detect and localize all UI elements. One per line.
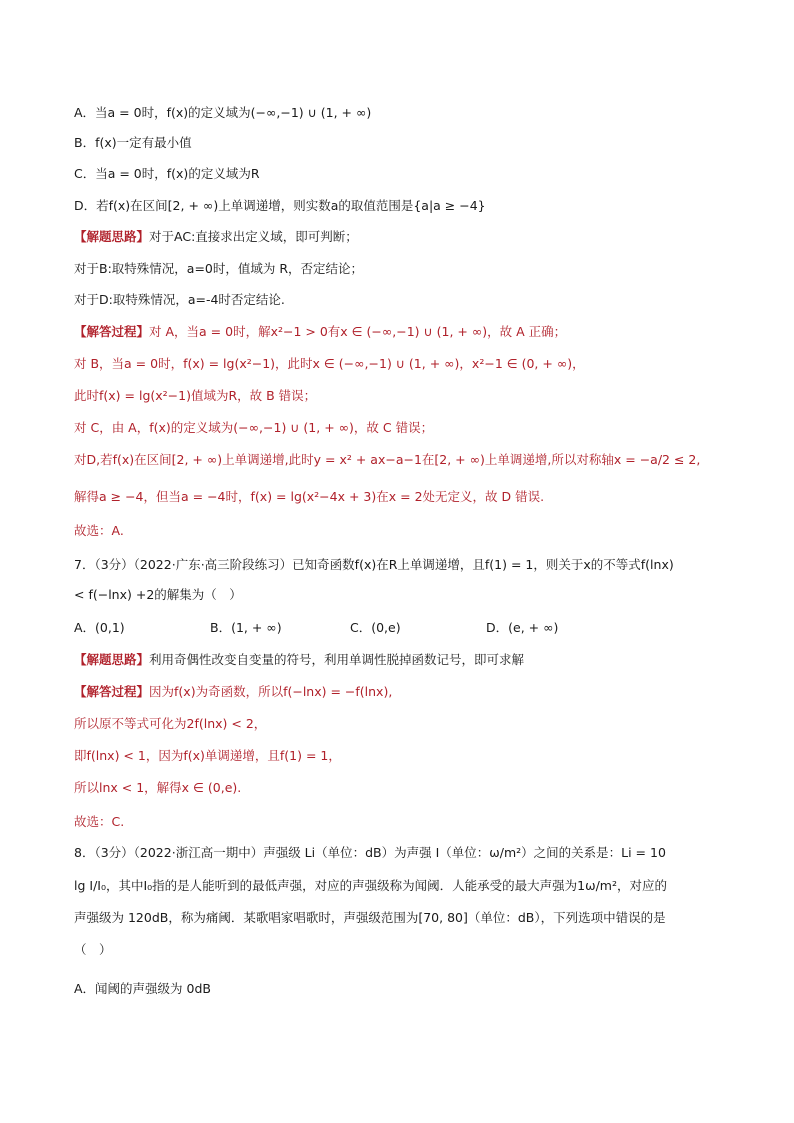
text-line — [74, 812, 734, 832]
text-line — [74, 259, 734, 279]
line-text: 对 C，由 A，f(x)的定义域为(−∞,−1) ∪ (1, + ∞)，故 C 错误； — [74, 420, 434, 435]
text-line — [74, 746, 734, 766]
line-text: 所以lnx < 1，解得x ∈ (0,e). — [74, 780, 242, 795]
line-text: 声强级为 120dB，称为痛阈．某歌唱家唱歌时，声强级范围为[70, 80]（单位：dB），下列选项中错误的是 — [74, 910, 666, 925]
line-text: C．当a = 0时，f(x)的定义域为R — [74, 166, 260, 181]
text-line — [74, 487, 734, 507]
text-line — [74, 227, 734, 247]
text-line — [74, 650, 734, 670]
section-tag: 【解答过程】 — [74, 684, 150, 699]
line-text: 所以原不等式可化为2f(lnx) < 2， — [74, 716, 267, 731]
section-tag: 【解答过程】 — [74, 324, 150, 339]
text-line — [74, 555, 734, 575]
text-line — [74, 843, 734, 863]
line-text: 故选：C. — [74, 814, 125, 829]
text-line — [74, 322, 734, 342]
line-text: 故选：A. — [74, 523, 124, 538]
line-text: 即f(lnx) < 1，因为f(x)单调递增，且f(1) = 1， — [74, 748, 341, 763]
line-text: 因为f(x)为奇函数，所以f(−lnx) = −f(lnx), — [149, 684, 393, 699]
line-text: 利用奇偶性改变自变量的符号，利用单调性脱掉函数记号，即可求解 — [149, 652, 525, 667]
text-line — [74, 290, 734, 310]
line-text: B．f(x)一定有最小值 — [74, 135, 192, 150]
text-line — [74, 133, 734, 153]
line-text: 7．（3分）（2022·广东·高三阶段练习）已知奇函数f(x)在R上单调递增，且f(1) = 1，则关于x的不等式f(lnx) — [74, 557, 674, 572]
text-line — [74, 418, 734, 438]
text-line — [74, 164, 734, 184]
line-text: 对于D:取特殊情况，a=-4时否定结论. — [74, 292, 285, 307]
text-line — [74, 979, 734, 999]
text-line — [74, 196, 734, 216]
text-line — [74, 908, 734, 928]
line-text: A．当a = 0时，f(x)的定义域为(−∞,−1) ∪ (1, + ∞) — [74, 105, 372, 120]
answer-option: A．(0,1) — [74, 620, 125, 635]
text-line — [74, 450, 734, 470]
line-text: 对于B:取特殊情况，a=0时，值域为 R，否定结论； — [74, 261, 364, 276]
text-line — [74, 778, 734, 798]
line-text: （ ） — [74, 942, 112, 957]
line-text: D．若f(x)在区间[2, + ∞)上单调递增，则实数a的取值范围是{a|a ≥ −4} — [74, 198, 486, 213]
section-tag: 【解题思路】 — [74, 229, 150, 244]
line-text: < f(−lnx) +2的解集为（ ） — [74, 587, 242, 602]
text-line — [74, 585, 734, 605]
line-text: 此时f(x) = lg(x²−1)值域为R，故 B 错误； — [74, 388, 317, 403]
text-line — [74, 103, 734, 123]
text-line — [74, 940, 734, 960]
line-text: 8．（3分）（2022·浙江高一期中）声强级 Li（单位：dB）为声强 I（单位：ω/m²）之间的关系是：Li = 10 — [74, 845, 666, 860]
text-line — [74, 354, 734, 374]
line-text: 对于AC:直接求出定义域，即可判断； — [149, 229, 358, 244]
text-line — [74, 714, 734, 734]
text-line — [74, 386, 734, 406]
line-text: 对 A，当a = 0时，解x²−1 > 0有x ∈ (−∞,−1) ∪ (1, + ∞)，故 A 正确； — [149, 324, 567, 339]
text-line — [74, 682, 734, 702]
line-text: A．闻阈的声强级为 0dB — [74, 981, 211, 996]
line-text: 解得a ≥ −4，但当a = −4时，f(x) = lg(x²−4x + 3)在x = 2处无定义，故 D 错误. — [74, 489, 545, 504]
line-text: 对D,若f(x)在区间[2, + ∞)上单调递增,此时y = x² + ax−a−1在[2, + ∞)上单调递增,所以对称轴x = −a/2 ≤ 2, — [74, 452, 701, 467]
line-text: 对 B，当a = 0时，f(x) = lg(x²−1)，此时x ∈ (−∞,−1) ∪ (1, + ∞)，x²−1 ∈ (0, + ∞)， — [74, 356, 585, 371]
answer-option: C．(0,e) — [350, 620, 401, 635]
section-tag: 【解题思路】 — [74, 652, 150, 667]
answer-option: B．(1, + ∞) — [210, 620, 282, 635]
text-line — [74, 876, 734, 896]
line-text: lg I/I₀，其中I₀指的是人能听到的最低声强，对应的声强级称为闻阈．人能承受的最大声强为1ω/m²，对应的 — [74, 878, 667, 893]
text-line — [74, 521, 734, 541]
answer-option: D．(e, + ∞) — [486, 620, 559, 635]
